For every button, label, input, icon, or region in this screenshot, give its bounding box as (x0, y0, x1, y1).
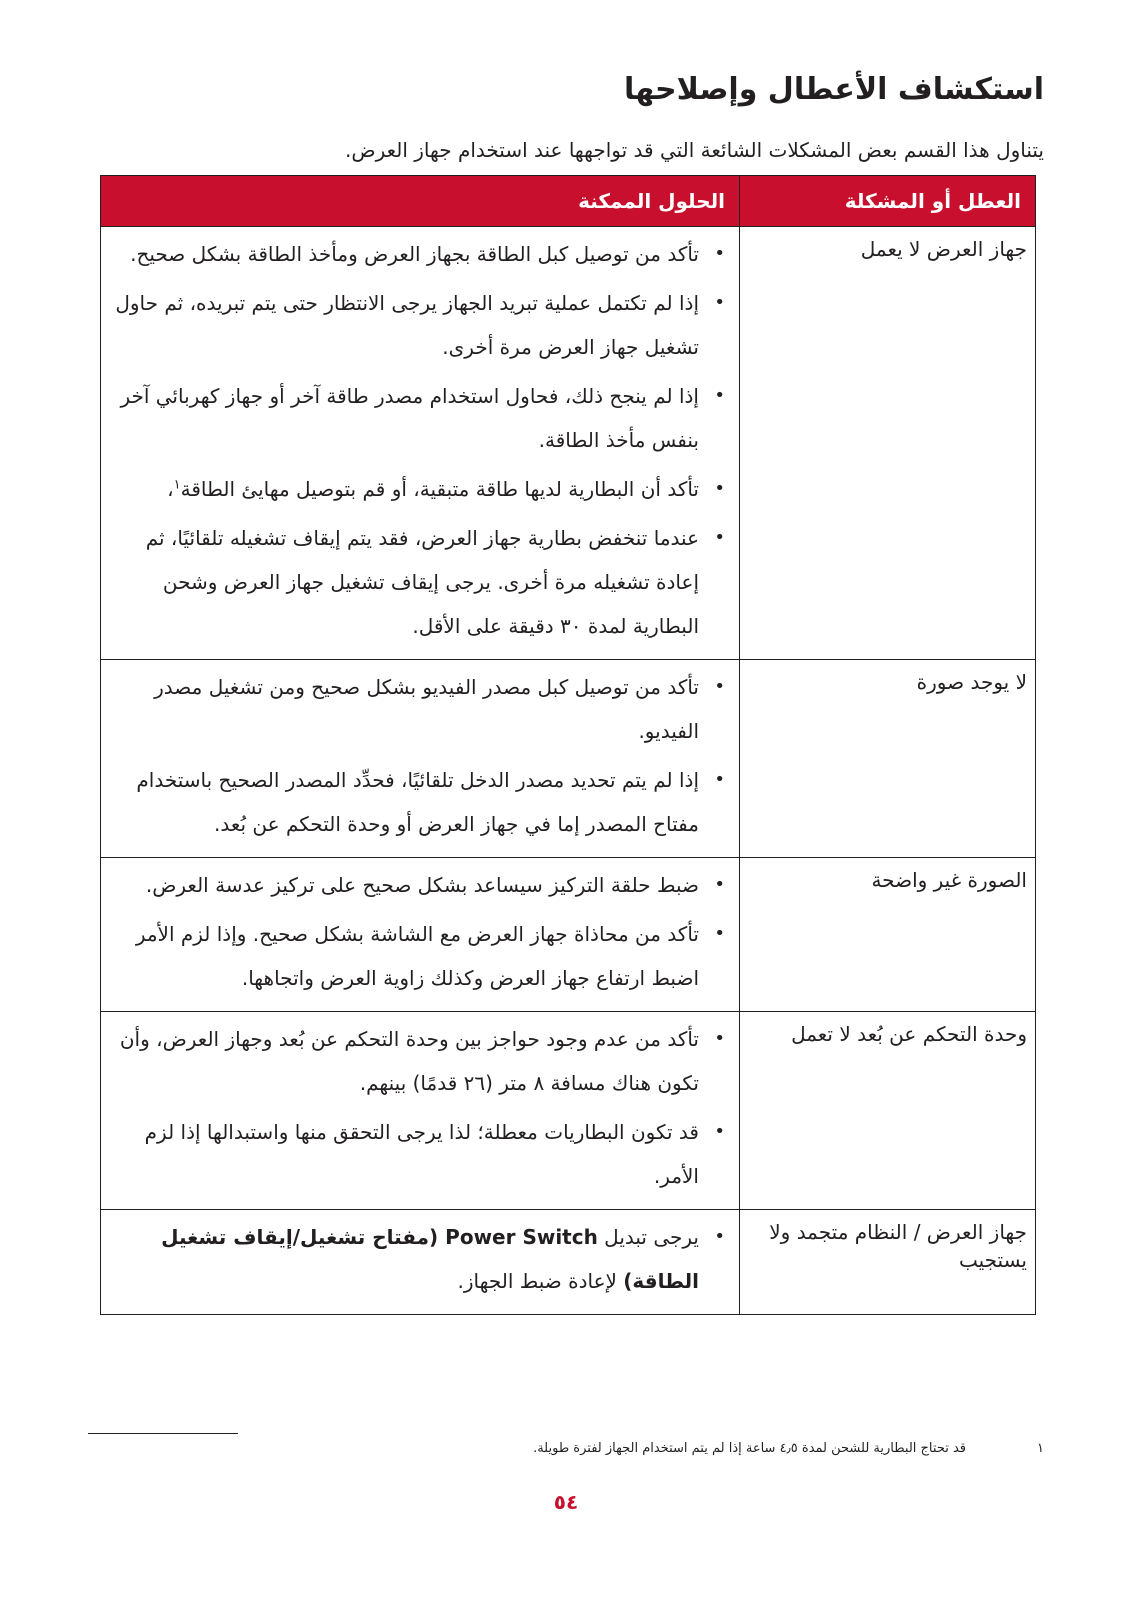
problem-cell: جهاز العرض / النظام متجمد ولا يستجيب (740, 1210, 1036, 1315)
problem-cell: جهاز العرض لا يعمل (740, 227, 1036, 660)
table-header-row (101, 176, 1036, 227)
troubleshooting-table (100, 175, 1036, 1315)
footnote-divider (88, 1433, 238, 1434)
page-number: ٥٤ (553, 1490, 579, 1514)
solution-list (113, 863, 725, 1000)
problem-cell: وحدة التحكم عن بُعد لا تعمل (740, 1012, 1036, 1210)
solution-cell (101, 858, 740, 1012)
solution-item: • إذا لم تكتمل عملية تبريد الجهاز يرجى الانتظار حتى يتم تبريده، ثم حاول تشغيل جهاز العرض مرة أخرى. (113, 281, 725, 369)
solution-list (113, 1017, 725, 1198)
header-problem: العطل أو المشكلة (740, 176, 1036, 227)
power-switch-label: Power Switch (مفتاح تشغيل/إيقاف تشغيل الطاقة) (161, 1225, 699, 1293)
solution-item: • عندما تنخفض بطارية جهاز العرض، فقد يتم إيقاف تشغيله تلقائيًا، ثم إعادة تشغيله مرة أخرى. يرجى إيقاف تشغيل جهاز العرض وشحن البطارية لمدة ٣٠ دقيقة على الأقل. (113, 516, 725, 648)
problem-cell: الصورة غير واضحة (740, 858, 1036, 1012)
table-row (101, 858, 1036, 1012)
solution-list (113, 665, 725, 846)
table-row (101, 1210, 1036, 1315)
solution-item: • تأكد من محاذاة جهاز العرض مع الشاشة بشكل صحيح. وإذا لزم الأمر اضبط ارتفاع جهاز العرض وكذلك زاوية العرض واتجاهها. (113, 912, 725, 1000)
table-row (101, 1012, 1036, 1210)
table-row (101, 660, 1036, 858)
footnote (533, 1441, 1044, 1456)
footnote-text: قد تحتاج البطارية للشحن لمدة ٤٫٥ ساعة إذا لم يتم استخدام الجهاز لفترة طويلة. (533, 1441, 966, 1456)
solution-cell (101, 1210, 740, 1315)
table-row (101, 227, 1036, 660)
solution-text-suffix: لإعادة ضبط الجهاز. (457, 1269, 624, 1293)
solution-item: • ضبط حلقة التركيز سيساعد بشكل صحيح على تركيز عدسة العرض. (113, 863, 725, 907)
solution-cell (101, 660, 740, 858)
solution-item (113, 467, 725, 511)
solution-text: يرجى تبديل (597, 1225, 699, 1249)
footnote-number: ١ (1037, 1441, 1044, 1456)
solution-item: • تأكد من توصيل كبل الطاقة بجهاز العرض ومأخذ الطاقة بشكل صحيح. (113, 232, 725, 276)
intro-text: يتناول هذا القسم بعض المشكلات الشائعة التي قد تواجهها عند استخدام جهاز العرض. (345, 138, 1044, 162)
header-solution: الحلول الممكنة (101, 176, 740, 227)
solution-item (113, 1215, 725, 1303)
problem-cell: لا يوجد صورة (740, 660, 1036, 858)
page-title: استكشاف الأعطال وإصلاحها (623, 72, 1044, 107)
solution-text: تأكد أن البطارية لديها طاقة متبقية، أو قم بتوصيل مهايئ الطاقة (180, 477, 699, 501)
solution-item: • تأكد من عدم وجود حواجز بين وحدة التحكم عن بُعد وجهاز العرض، وأن تكون هناك مسافة ٨ متر (٢٦ قدمًا) بينهم. (113, 1017, 725, 1105)
footnote-ref: ١ (173, 477, 181, 493)
solution-item: • إذا لم يتم تحديد مصدر الدخل تلقائيًا، فحدِّد المصدر الصحيح باستخدام مفتاح المصدر إما في جهاز العرض أو وحدة التحكم عن بُعد. (113, 758, 725, 846)
solution-item: • إذا لم ينجح ذلك، فحاول استخدام مصدر طاقة آخر أو جهاز كهربائي آخر بنفس مأخذ الطاقة. (113, 374, 725, 462)
solution-list (113, 232, 725, 648)
solution-list (113, 1215, 725, 1303)
solution-item: • قد تكون البطاريات معطلة؛ لذا يرجى التحقق منها واستبدالها إذا لزم الأمر. (113, 1110, 725, 1198)
solution-cell (101, 227, 740, 660)
solution-cell (101, 1012, 740, 1210)
solution-item: • تأكد من توصيل كبل مصدر الفيديو بشكل صحيح ومن تشغيل مصدر الفيديو. (113, 665, 725, 753)
solution-text-after-ref: ، (167, 477, 174, 501)
